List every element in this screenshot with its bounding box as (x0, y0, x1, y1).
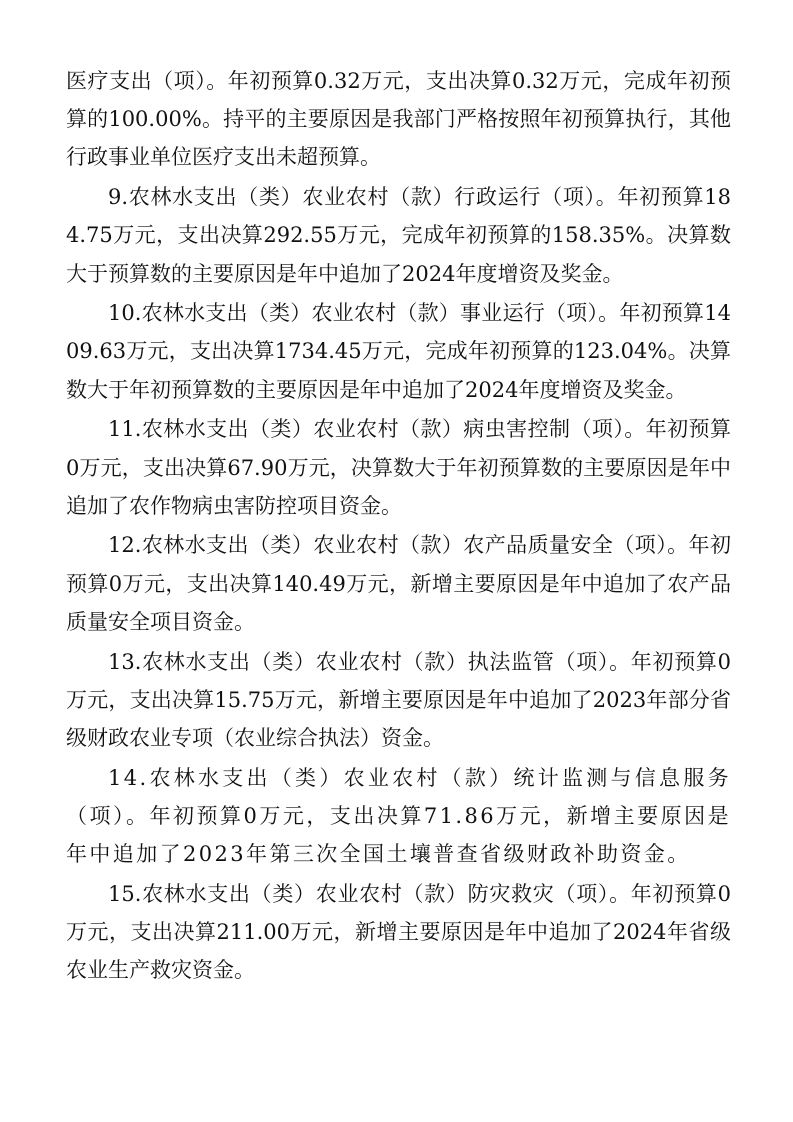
document-page (66, 62, 731, 991)
paragraph-medical-expense: 医疗支出（项）。年初预算0.32万元，支出决算0.32万元，完成年初预算的100.00%。持平的主要原因是我部门严格按照年初预算执行，其他行政事业单位医疗支出未超预算。 (66, 69, 731, 170)
paragraph-item-10: 10.农林水支出（类）农业农村（款）事业运行（项）。年初预算1409.63万元，支出决算1734.45万元，完成年初预算的123.04%。决算数大于年初预算数的主要原因是年中追加了2024年度增资及奖金。 (66, 301, 731, 402)
paragraph-item-11: 11.农林水支出（类）农业农村（款）病虫害控制（项）。年初预算0万元，支出决算67.90万元，决算数大于年初预算数的主要原因是年中追加了农作物病虫害防控项目资金。 (66, 417, 731, 518)
paragraph-item-12: 12.农林水支出（类）农业农村（款）农产品质量安全（项）。年初预算0万元，支出决算140.49万元，新增主要原因是年中追加了农产品质量安全项目资金。 (66, 533, 731, 634)
paragraph-item-14: 14.农林水支出（类）农业农村（款）统计监测与信息服务（项）。年初预算0万元，支出决算71.86万元，新增主要原因是年中追加了2023年第三次全国土壤普查省级财政补助资金。 (66, 765, 731, 867)
paragraph-item-9: 9.农林水支出（类）农业农村（款）行政运行（项）。年初预算184.75万元，支出决算292.55万元，完成年初预算的158.35%。决算数大于预算数的主要原因是年中追加了2024年度增资及奖金。 (66, 185, 731, 286)
paragraph-item-13: 13.农林水支出（类）农业农村（款）执法监管（项）。年初预算0万元，支出决算15.75万元，新增主要原因是年中追加了2023年部分省级财政农业专项（农业综合执法）资金。 (66, 649, 731, 750)
paragraph-item-15: 15.农林水支出（类）农业农村（款）防灾救灾（项）。年初预算0万元，支出决算211.00万元，新增主要原因是年中追加了2024年省级农业生产救灾资金。 (66, 881, 731, 983)
